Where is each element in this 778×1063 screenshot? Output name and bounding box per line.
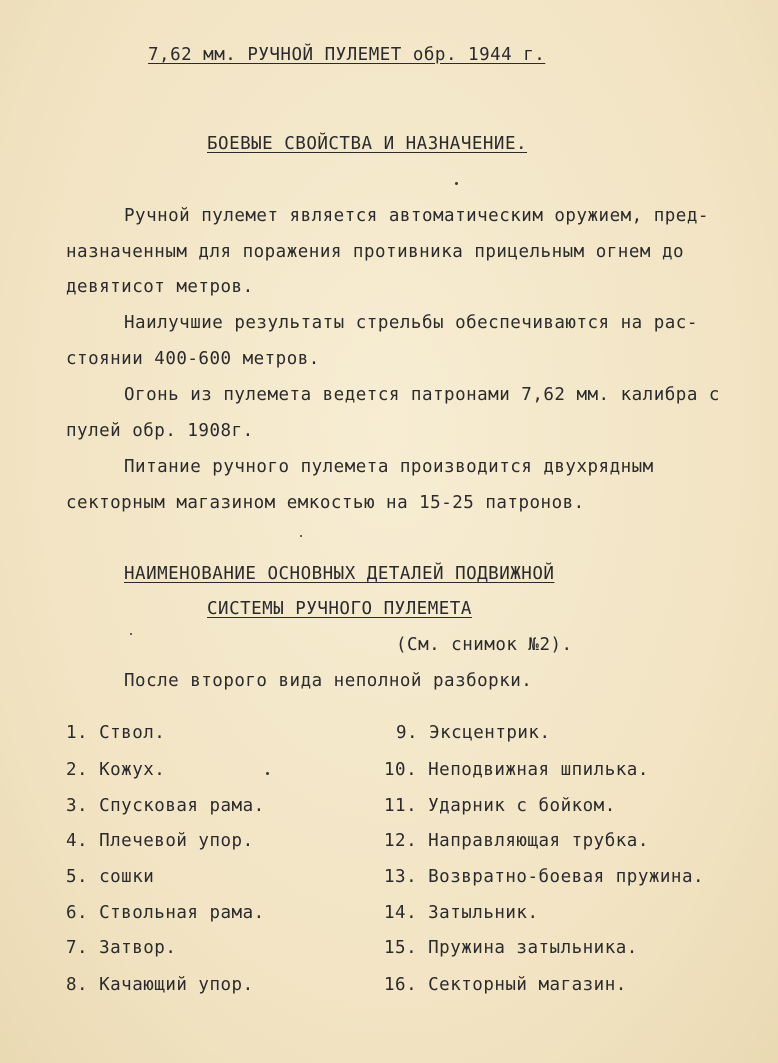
section-heading-parts-line2: СИСТЕМЫ РУЧНОГО ПУЛЕМЕТА [207, 599, 472, 619]
list-item: 16. Секторный магазин. [384, 975, 627, 995]
paragraph-line: стоянии 400-600 метров. [66, 349, 320, 369]
paragraph-line: девятисот метров. [66, 277, 254, 297]
list-item: 10. Неподвижная шпилька. [384, 760, 649, 780]
list-item: 13. Возвратно-боевая пружина. [384, 867, 705, 887]
document-title: 7,62 мм. РУЧНОЙ ПУЛЕМЕТ обр. 1944 г. [148, 45, 546, 65]
photo-reference: (См. снимок №2). [396, 635, 573, 655]
intro-text: После второго вида неполной разборки. [124, 671, 533, 691]
list-item: 11. Ударник с бойком. [384, 796, 616, 816]
paragraph-line: Огонь из пулемета ведется патронами 7,62 мм. калибра с [124, 385, 720, 405]
list-item: 3. Спусковая рама. [66, 796, 265, 816]
list-item: 15. Пружина затыльника. [384, 938, 638, 958]
paragraph-line: Питание ручного пулемета производится двухрядным [124, 457, 654, 477]
ink-dot [455, 182, 458, 185]
paragraph-line: Ручной пулемет является автоматическим оружием, пред- [124, 206, 709, 226]
paragraph-line: секторным магазином емкостью на 15-25 патронов. [66, 493, 585, 513]
paragraph-line: назначенным для поражения противника прицельным огнем до [66, 242, 685, 262]
ink-dot [130, 633, 132, 635]
list-item: 1. Ствол. [66, 723, 166, 743]
list-item: 6. Ствольная рама. [66, 903, 265, 923]
paragraph-line: Наилучшие результаты стрельбы обеспечиваются на рас- [124, 313, 698, 333]
paragraph-line: пулей обр. 1908г. [66, 421, 254, 441]
section-heading-combat-properties: БОЕВЫЕ СВОЙСТВА И НАЗНАЧЕНИЕ. [207, 134, 528, 154]
section-heading-parts: НАИМЕНОВАНИЕ ОСНОВНЫХ ДЕТАЛЕЙ ПОДВИЖНОЙ [124, 564, 555, 584]
list-item: 14. Затыльник. [384, 903, 539, 923]
list-item: 4. Плечевой упор. [66, 831, 254, 851]
list-item: 7. Затвор. [66, 938, 177, 958]
list-item: 5. сошки [66, 867, 155, 887]
list-item: 9. Эксцентрик. [396, 723, 551, 743]
list-item: 2. Кожух. [66, 760, 166, 780]
ink-dot [266, 772, 269, 775]
ink-dot [300, 535, 302, 537]
list-item: 8. Качающий упор. [66, 975, 254, 995]
list-item: 12. Направляющая трубка. [384, 831, 649, 851]
